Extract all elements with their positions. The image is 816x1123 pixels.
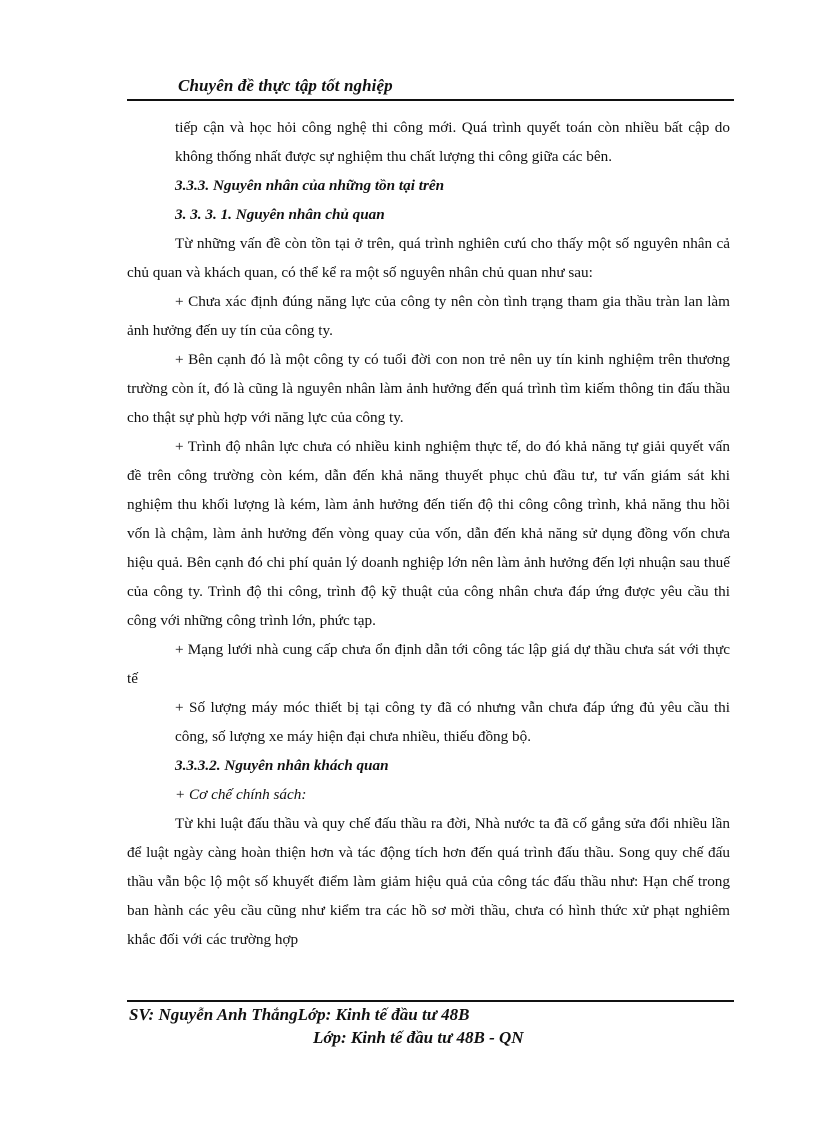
page-header-title: Chuyên đề thực tập tốt nghiệp (178, 76, 393, 95)
footer-student-class: SV: Nguyễn Anh ThắngLớp: Kinh tế đầu tư 48B (129, 1005, 470, 1024)
paragraph-intro: Từ những vấn đề còn tồn tại ở trên, quá trình nghiên cưú cho thấy một số nguyên nhân cả chủ quan và khách quan, có thể kể ra một số nguyên nhân chủ quan như sau: (127, 235, 730, 281)
bullet-supplier-network: + Mạng lưới nhà cung cấp chưa ổn định dẫn tới công tác lập giá dự thầu chưa sát với thực tế (127, 641, 730, 687)
document-body (127, 113, 730, 954)
section-heading-subjective-causes: 3. 3. 3. 1. Nguyên nhân chủ quan (175, 206, 385, 223)
subheading-policy: + Cơ chế chính sách: (175, 786, 307, 803)
section-heading-3-3-3: 3.3.3. Nguyên nhân của những tồn tại trên (175, 177, 445, 194)
bullet-equipment: + Số lượng máy móc thiết bị tại công ty đã có nhưng vẫn chưa đáp ứng đủ yêu cầu thi công, số lượng xe máy hiện đại chưa nhiều, thiếu đồng bộ. (175, 699, 730, 745)
section-heading-objective-causes: 3.3.3.2. Nguyên nhân khách quan (175, 757, 389, 774)
bullet-staff-experience: + Trình độ nhân lực chưa có nhiều kinh nghiệm thực tế, do đó khả năng tự giải quyết vấn đề trên công trường còn kém, dẫn đến khả năng thuyết phục chủ đầu tư, tư vấn giám sát khi nghiệm thu khối lượng là kém, làm ảnh hưởng đến tiến độ thi công công trình, khả năng thu hồi vốn là chậm, làm ảnh hưởng đến vòng quay của vốn, dẫn đến khả năng sử dụng đồng vốn chưa hiệu quả. Bên cạnh đó chi phí quản lý doanh nghiệp lớn nên làm ảnh hưởng đến lợi nhuận sau thuế của công ty. Trình độ thi công, trình độ kỹ thuật của công nhân chưa đáp ứng được yêu cầu thi công với những công trình lớn, phức tạp. (127, 438, 730, 629)
bullet-young-company: + Bên cạnh đó là một công ty có tuổi đời con non trẻ nên uy tín kinh nghiệm trên thương trường còn ít, đó là cũng là nguyên nhân làm ảnh hưởng đến quá trình tìm kiếm thông tin đấu thầu cho thật sự phù hợp với năng lực của công ty. (127, 351, 730, 426)
paragraph-continuation: tiếp cận và học hỏi công nghệ thi công mới. Quá trình quyết toán còn nhiều bất cập do không thống nhất được sự nghiệm thu chất lượng thi công giữa các bên. (175, 119, 730, 165)
footer-divider (127, 1000, 734, 1002)
bullet-capacity: + Chưa xác định đúng năng lực của công ty nên còn tình trạng tham gia thầu tràn lan làm ảnh hưởng đến uy tín của công ty. (127, 293, 730, 339)
header-divider (127, 99, 734, 101)
paragraph-bidding-law: Từ khi luật đấu thầu và quy chế đấu thầu ra đời, Nhà nước ta đã cố gắng sửa đổi nhiều lần để luật ngày càng hoàn thiện hơn và tác động tích hơn đến quá trình đấu thầu. Song quy chế đấu thầu vẫn bộc lộ một số khuyết điểm làm giảm hiệu quả của công tác đấu thầu như: Hạn chế trong ban hành các yêu cầu cũng như kiểm tra các hồ sơ mời thầu, chưa có hình thức xử phạt nghiêm khắc đối với các trường hợp (127, 815, 730, 948)
footer-class: Lớp: Kinh tế đầu tư 48B - QN (313, 1028, 524, 1047)
